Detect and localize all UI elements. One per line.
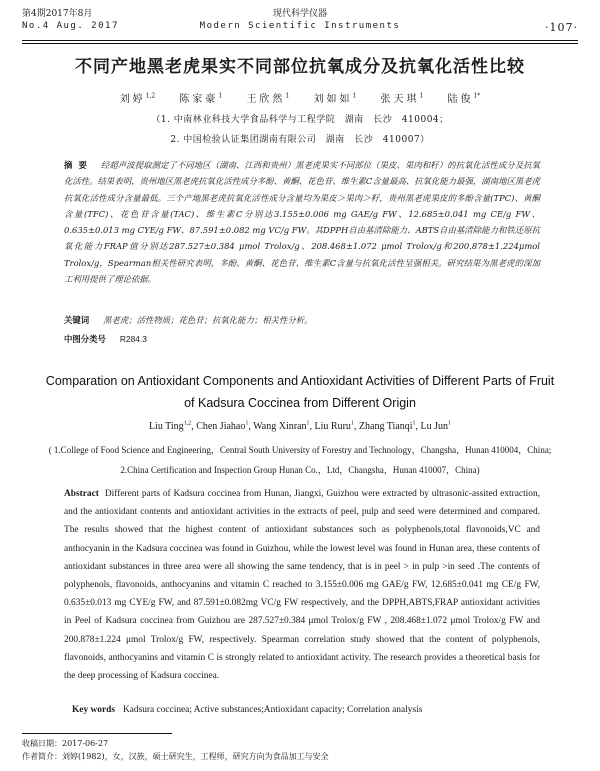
abstract-en-label: Abstract bbox=[64, 489, 99, 499]
author-cn: 陆俊$^{1*}$ bbox=[447, 92, 481, 105]
author-en: Zhang Tianqi$^1$, bbox=[358, 421, 419, 433]
keywords-en-text: Kadsura coccinea; Active substances;Antioxidant capacity; Correlation analysis bbox=[122, 705, 423, 715]
footnote-rule bbox=[22, 733, 172, 734]
affiliation-cn-1: （1. 中南林业科技大学食品科学与工程学院 湖南 长沙 410004； bbox=[151, 115, 449, 125]
header-rule-thin bbox=[22, 43, 578, 44]
journal-name-cn: 现代科学仪器 bbox=[272, 9, 327, 19]
header-rule bbox=[22, 40, 578, 41]
author-en: Wang Xinran$^1$, bbox=[253, 421, 313, 433]
affiliation-en: ( 1.College of Food Science and Engineering，Central South University of Forestry and Technology，Changsha，Hunan 410004，China; 2.China Certification and Inspection Group Hunan Co.，Ltd，Changsha，Hunan 410007，China) bbox=[48, 445, 552, 475]
abstract-en-text: Different parts of Kadsura coccinea from Hunan, Jiangxi, Guizhou were extracted by ultrasonic-assited extraction, and the antioxidant contents and antioxidant activities in the extracts of peel, pulp and seed were determined and compared. The results showed that the highest content of antioxidant substances such as polyphenols,total flavonoids,VC and anthocyanin in the Kadsura coccinea was found in Guizhou, while the lowest level was found in Hunan area, these contents of antioxidant substances in three area were all showing the same tendency, that is in peel > in pulp >in seed .The contents of polyphenols, flavonoids, anthocyanins and vitamin C reached to 3.155±0.006 mg GAE/g FW, 12.685±0.041 mg CE/g FW, 0.635±0.013 mg CYE/g FW, and 87.591±0.082mg VC/g FW respectively, and the DPPH,ABTS,FRAP antioxidant activities in Peel of Kadsura coccinea from Guizhou are 287.527±0.384 μmol Trolox/g FW , 208.468±1.072 μmol Trolox/g FW and 200.878±1.224 μmol Trolox/g FW, respectively. Spearman correlation study showed that the content of polyphenols, flavonoids, anthocyanins and vitamin C is strongly related to antioxidant activity. The research provides a theoretical basis for the deep processing of Kadsura coccinea. bbox=[64, 489, 540, 682]
author-cn: 王欣然$^1$ bbox=[246, 92, 290, 105]
running-header bbox=[22, 8, 578, 40]
keywords-cn bbox=[64, 314, 540, 326]
author-en: Liu Ruru$^1$, bbox=[314, 421, 357, 433]
journal-name-en: Modern Scientific Instruments bbox=[199, 21, 401, 31]
classification-label: 中图分类号 bbox=[64, 334, 106, 344]
abstract-cn-text: 经超声波提取测定了不同地区（湖南、江西和贵州）黑老虎果实不同部位（果皮、果肉和籽）的抗氧化活性成分及抗氧化活性。结果表明，贵州地区黑老虎抗氧化活性成分多酚、黄酮、花色苷、维生素C含量最高、抗氧化能力最强，湖南地区黑老虎抗氧化活性成分含量最低。三个产地黑老虎抗氧化活性成分含量均为果皮＞果肉＞籽，贵州黑老虎果皮的多酚含量(TPC)、黄酮含量(TFC)、花色苷含量(TAC)、维生素C分别达3.155±0.006 mg GAE/g FW、12.685±0.041 mg CE/g FW、0.635±0.013 mg CYE/g FW、87.591±0.082 mg VC/g FW。其DPPH自由基清除能力、ABTS自由基清除能力和铁还原抗氧化能力FRAP值分别达287.527±0.384 μmol Trolox/g、208.468±1.072 μmol Trolox/g和200.878±1.224μmol Trolox/g，Spearman相关性研究表明，多酚、黄酮、花色苷、维生素C含量与抗氧化活性呈强相关。研究结果为黑老虎的深加工利用提供了理论依据。 bbox=[64, 160, 541, 285]
classification-cn bbox=[64, 333, 147, 345]
footnote-received-date: 收稿日期：2017-06-27 bbox=[22, 739, 109, 748]
author-en: Chen Jiahao$^1$, bbox=[196, 421, 251, 433]
title-cn: 不同产地黑老虎果实不同部位抗氧成分及抗氧化活性比较 bbox=[75, 57, 525, 77]
keywords-cn-label: 关键词 bbox=[64, 315, 90, 325]
author-cn: 陈家豪$^1$ bbox=[179, 92, 223, 105]
author-en: Liu Ting$^{1,2}$, bbox=[148, 421, 194, 433]
author-cn: 刘如如$^1$ bbox=[313, 92, 357, 105]
author-cn: 刘婷$^{1,2}$ bbox=[119, 92, 156, 105]
affiliation-cn-2: 2. 中国检验认证集团湖南有限公司 湖南 长沙 410007） bbox=[170, 135, 430, 145]
abstract-cn bbox=[64, 157, 540, 287]
authors-cn bbox=[0, 90, 600, 105]
abstract-en bbox=[64, 485, 540, 685]
page-number: ·107· bbox=[545, 21, 578, 34]
abstract-cn-label: 摘要 bbox=[64, 160, 93, 170]
keywords-en bbox=[72, 705, 540, 715]
keywords-cn-text: 黑老虎；活性物质；花色苷；抗氧化能力；相关性分析。 bbox=[103, 315, 313, 325]
keywords-en-label: Key words bbox=[72, 705, 115, 715]
authors-en bbox=[0, 421, 600, 432]
author-en: Lu Jun$^1$ bbox=[420, 421, 452, 433]
issue-cn: 第4期2017年8月 bbox=[22, 9, 93, 19]
issue-en: No.4 Aug. 2017 bbox=[22, 21, 119, 31]
classification-value: R284.3 bbox=[119, 334, 147, 344]
title-en: Comparation on Antioxidant Components and Antioxidant Activities of Different Parts of Fruit of Kadsura Coccinea from Different Origin bbox=[45, 374, 555, 410]
author-cn: 张天琪$^1$ bbox=[380, 92, 424, 105]
footnote-author-bio: 作者简介：刘婷(1982)，女，汉族，硕士研究生，工程师，研究方向为食品加工与安全 bbox=[22, 752, 329, 761]
journal-name bbox=[22, 8, 578, 32]
